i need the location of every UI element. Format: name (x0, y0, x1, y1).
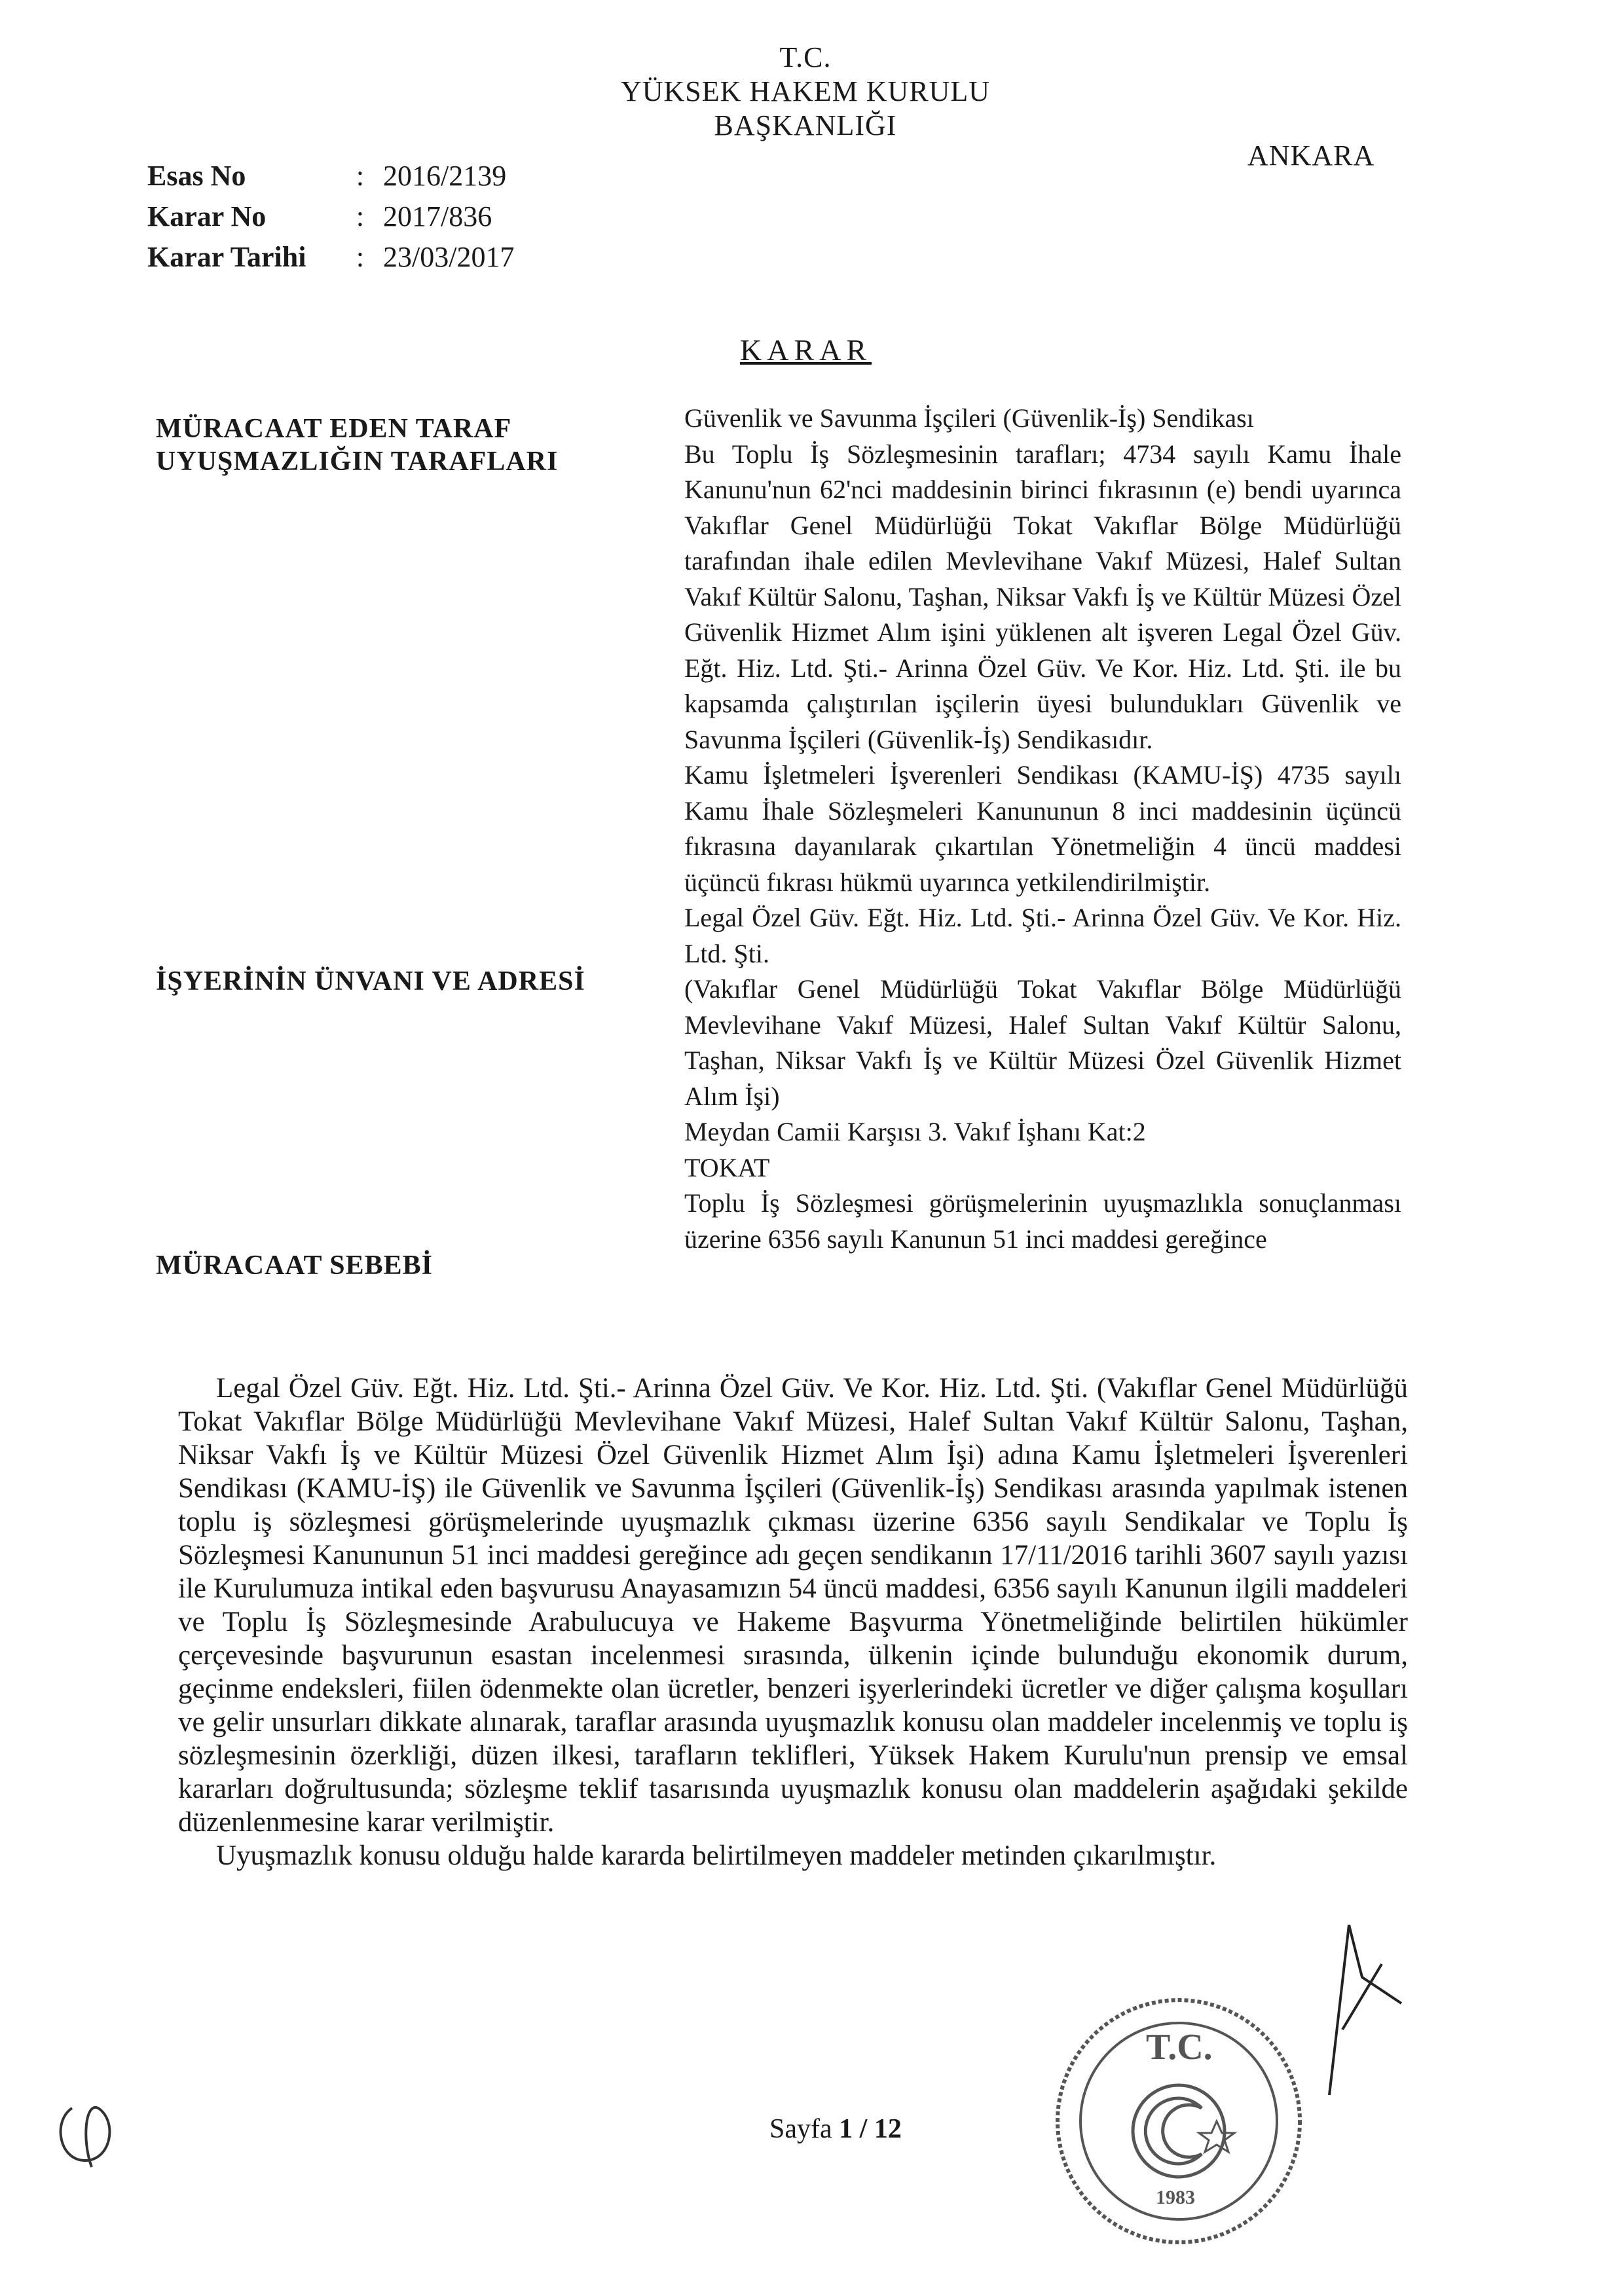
header-city: ANKARA (1247, 139, 1375, 172)
isyeri-unvan: Legal Özel Güv. Eğt. Hiz. Ltd. Şti.- Arinna Özel Güv. Ve Kor. Hiz. Ltd. Şti. (684, 903, 1401, 968)
page-total: 12 (874, 2114, 902, 2144)
header-institution: YÜKSEK HAKEM KURULU (620, 75, 991, 107)
header-presidency: BAŞKANLIĞI (714, 109, 897, 141)
institution-header (524, 41, 1087, 143)
meta-colon: : (356, 160, 365, 192)
decision-paragraph: Legal Özel Güv. Eğt. Hiz. Ltd. Şti.- Arinna Özel Güv. Ve Kor. Hiz. Ltd. Şti. (Vakıflar Genel Müdürlüğü Tokat Vakıflar Bölge Müdürlüğü Mevlevihane Vakıf Müzesi, Halef Sultan Vakıf Kültür Salonu, Taşhan, Niksar Vakfı İş ve Kültür Müzesi Özel Güvenlik Hizmet Alım İşi) adına Kamu İşletmeleri İşverenleri Sendikası (KAMU-İŞ) ile Güvenlik ve Savunma İşçileri (Güvenlik-İş) Sendikası arasında yapılmak istenen toplu iş sözleşmesi görüşmelerinde uyuşmazlık çıkması üzerine 6356 sayılı Sendikalar ve Toplu İş Sözleşmesi Kanununun 51 inci maddesi gereğince adı geçen sendikanın 17/11/2016 tarihli 3607 sayılı yazısı ile Kurulumuza intikal eden başvurusu Anayasamızın 54 üncü maddesi, 6356 sayılı Kanunun ilgili maddeleri ve Toplu İş Sözleşmesinde Arabulucuya ve Hakeme Başvurma Yönetmeliğinde belirtilen hükümler çerçevesinde başvurunun esastan incelenmesi sırasında, ülkenin içinde bulunduğu ekonomik durum, geçinme endeksleri, fiilen ödenmekte olan ücretler, benzeri işyerlerindeki ücretler ve diğer çalışma koşulları ve gelir unsurları dikkate alınarak, taraflar arasında uyuşmazlık konusu olan maddeler incelenmiş ve toplu iş sözleşmesinin özerkliği, düzen ilkesi, tarafların teklifleri, Yüksek Hakem Kurulu'nun prensip ve emsal kararları doğrultusunda; sözleşme teklif tasarısında uyuşmazlık konusu olan maddelerin aşağıdaki şekilde düzenlenmesine karar verilmiştir. (178, 1373, 1408, 1838)
header-tc: T.C. (779, 41, 832, 73)
meta-label: Karar No (147, 200, 267, 232)
label-muracaat-sebebi: MÜRACAAT SEBEBİ (156, 1250, 434, 1281)
meta-colon: : (356, 241, 365, 273)
isyeri-sehir: TOKAT (684, 1152, 770, 1182)
decision-body (178, 1372, 1408, 1872)
case-meta (147, 156, 514, 278)
meta-colon: : (356, 200, 365, 232)
meta-value: 23/03/2017 (383, 241, 515, 273)
section-content (684, 401, 1401, 1257)
isyeri-adres: Meydan Camii Karşısı 3. Vakıf İşhanı Kat:2 (684, 1117, 1146, 1146)
label-isyeri: İŞYERİNİN ÜNVANI VE ADRESİ (156, 966, 585, 996)
isyeri-aciklama: (Vakıflar Genel Müdürlüğü Tokat Vakıflar Bölge Müdürlüğü Mevlevihane Vakıf Müzesi, Halef Sultan Vakıf Kültür Salonu, Taşhan, Niksar Vakfı İş ve Kültür Müzesi Özel Güvenlik Hizmet Alım İşi) (684, 974, 1401, 1111)
signature-icon (1303, 1899, 1421, 2108)
label-muracaat-eden: MÜRACAAT EDEN TARAF (156, 414, 512, 444)
meta-label: Esas No (147, 160, 246, 192)
page-number (769, 2113, 902, 2145)
meta-karar-tarihi (147, 237, 514, 278)
uyusmazlik-yetki-text: Kamu İşletmeleri İşverenleri Sendikası (KAMU-İŞ) 4735 sayılı Kamu İhale Sözleşmeleri Kanununun 8 inci maddesinin üçüncü fıkrasına dayanılarak çıkartılan Yönetmeliğin 4 üncü maddesi üçüncü fıkrası hükmü uyarınca yetkilendirilmiştir. (684, 760, 1401, 897)
meta-value: 2017/836 (383, 200, 492, 232)
meta-esas-no (147, 156, 514, 196)
margin-mark-icon (46, 2082, 138, 2180)
meta-value: 2016/2139 (383, 160, 507, 192)
meta-label: Karar Tarihi (147, 241, 306, 273)
stamp-tc-text: T.C. (1146, 2027, 1213, 2068)
label-uyusmazlik-taraflari: UYUŞMAZLIĞIN TARAFLARI (156, 446, 559, 477)
meta-karar-no (147, 196, 514, 237)
muracaat-sebebi-text: Toplu İş Sözleşmesi görüşmelerinin uyuşmazlıkla sonuçlanması üzerine 6356 sayılı Kanunun 51 inci maddesi gereğince (684, 1188, 1401, 1254)
decision-closing-paragraph: Uyuşmazlık konusu olduğu halde kararda belirtilmeyen maddeler metinden çıkarılmıştır. (216, 1840, 1217, 1871)
page-separator: / (859, 2114, 868, 2144)
karar-title: KARAR (740, 333, 872, 367)
uyusmazlik-taraflari-text: Bu Toplu İş Sözleşmesinin tarafları; 4734 sayılı Kamu İhale Kanunu'nun 62'nci maddesinin birinci fıkrasının (e) bendi uyarınca Vakıflar Genel Müdürlüğü Tokat Vakıflar Bölge Müdürlüğü tarafından ihale edilen Mevlevihane Vakıf Müzesi, Halef Sultan Vakıf Kültür Salonu, Taşhan, Niksar Vakfı İş ve Kültür Müzesi Özel Güvenlik Hizmet Alım işini yüklenen alt işveren Legal Özel Güv. Eğt. Hiz. Ltd. Şti.- Arinna Özel Güv. Ve Kor. Hiz. Ltd. Şti. ile bu kapsamda çalıştırılan işçilerin üyesi bulundukları Güvenlik ve Savunma İşçileri (Güvenlik-İş) Sendikasıdır. (684, 439, 1401, 754)
muracaat-eden-text: Güvenlik ve Savunma İşçileri (Güvenlik-İş) Sendikası (684, 403, 1254, 433)
official-stamp (1048, 1990, 1310, 2252)
page-label: Sayfa (769, 2114, 832, 2144)
stamp-year-text: 1983 (1156, 2187, 1195, 2208)
page-current: 1 (839, 2114, 853, 2144)
